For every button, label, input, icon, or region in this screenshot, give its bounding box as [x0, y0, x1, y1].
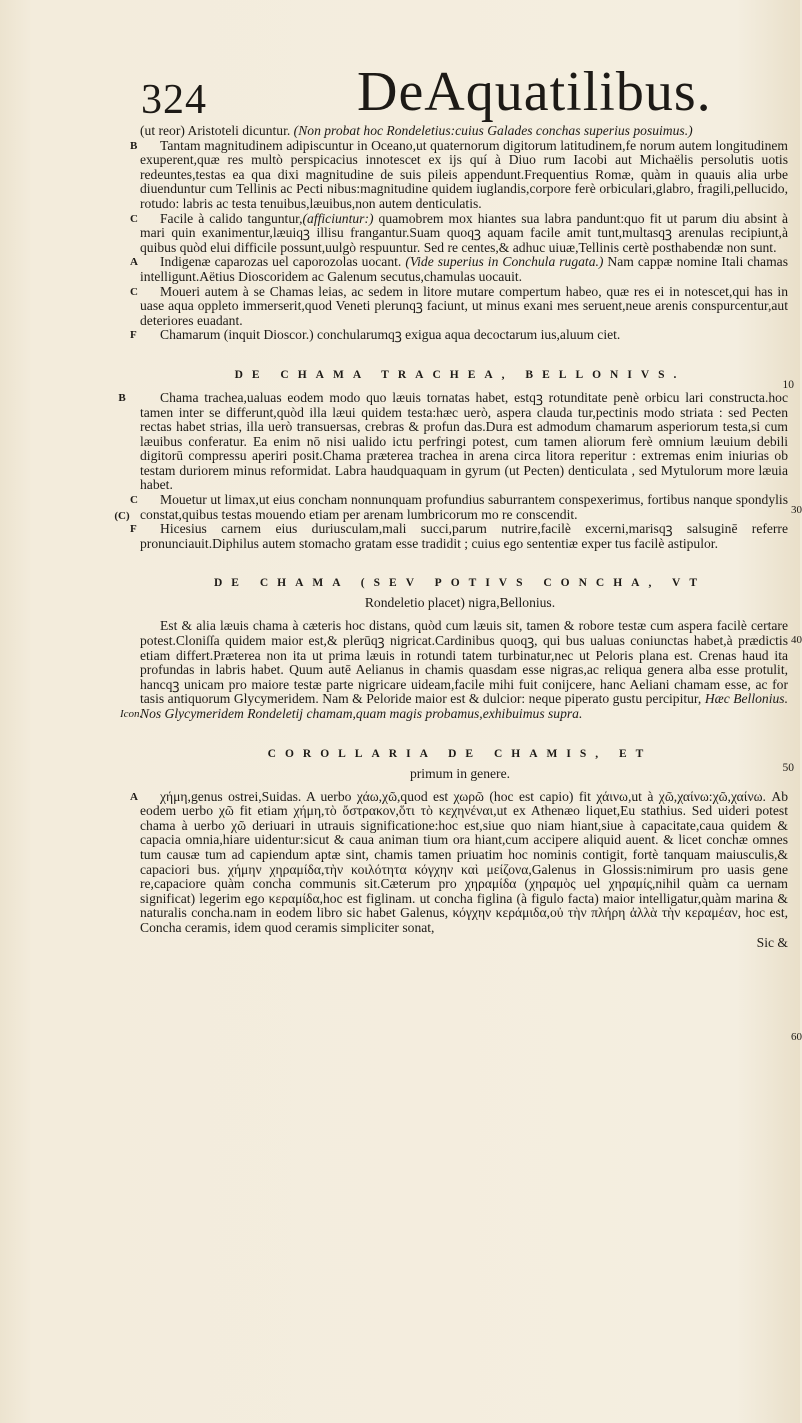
line-number: 30 — [791, 504, 802, 517]
paragraph-text: χήμη,genus ostrei,Suidas. A uerbo χάω,χῶ,quod est χωρῶ (hoc est capio) fit χάινω,ut à χῶ,χαίνω:χῶ,χαίνω. Ab eodem uerbo χῶ fit etiam χήμη,τὸ ὄστρακον,ὅτι τὸ κεχηνέναι,ut ex Athenæo liquet,Eu stathius. Sed uideri potest chama à uerbo χῶ deriuari in utrauis significatione:hoc est,siue quo niam hiant,siue à capacitate,caua quidem & capacia omnia,hiare uidentur:sicut & caua animan tium ora hiant,cum accipere aliquid auent. & licet conchæ omnes tum causæ tum ad capiendum aptæ sint, chamis tamen priuatim hoc nominis contigit, fortè tanquam maiusculis,& capaciori bus. χήμην χηραμίδα,τὴν κοιλότητα κόγχην καὶ μείζονα,Galenus in Glossis:nimirum pro uasis gene re,capaciore quàm concha communis sit.Cæterum pro χηραμίδα (χηραμὸς uel χηραμίς,nihil quàm ca uernam significat) legerim ego κεραμίδα,hoc est figlinam. ut concha figlina (à figulo facta) maior intelligatur,quàm marina & naturalis concha.nam in eodem libro sic habet Galenus, κόγχην κεράμιδα,οὐ τὴν πλήρη ἀλλὰ τὴν κεραμέαν, hoc est, Concha ceramis, idem quod ceramis simpliciter sonat, — [140, 788, 788, 935]
paragraph — [130, 137, 788, 212]
catchword-text: Sic & — [756, 934, 788, 950]
section-heading-text: COROLLARIA DE CHAMIS, ET — [267, 747, 653, 760]
line-number: 50 — [782, 761, 794, 774]
paragraph-text: Chama trachea,ualuas eodem modo quo læuis tornatas habet, estqꝫ rotunditate penè orbicu lari constructa.hoc tamen inter se differunt,quòd illa læui quidem testa:hæc uerò, aspera clauda tur,pectinis modo striata : sed Pecten rectas habet strias, illa uerò transuersas, crebras & profun das.Dura est admodum chamarum asperiorum testa,si cum læuibus conferatur. Ea enim nō nisi ualido ictu perfringi potest, cum tamen aliorum ferè omnium læuium debili digitorū compressu aperiri posit.Chama præterea trachea in arena circa litora reperitur : extremas enim iniurias ob testam duriorem minus reformidat. Labra haudquaquam in gyrum (ut Pecten) denticulata , sed Mytulorum more læuia habet. — [140, 389, 788, 493]
paragraph-text: Chamarum (inquit Dioscor.) conchularumqꝫ exigua aqua decoctarum ius,aluum ciet. — [160, 327, 621, 343]
catchword — [140, 936, 788, 951]
paragraph — [130, 210, 788, 256]
paragraph-marker: F — [130, 523, 137, 536]
paragraph-text: Tantam magnitudinem adipiscuntur in Oceano,ut quaternorum digitorum latitudinem,fe norum autem longitudinem exuperent,quæ res multò perspicacius innotescet ex ijs quí à Diuo rum Iacobi aut Michaëlis persolutis uotis redeuntes,testas ea qua dixi magnitudine de suis pileis appendunt.Frequentius Romæ, quàm in quauis alia urbe diuenduntur cum Tellinis ac Pecti nibus:magnitudine quidem iuglandis,corpore ferè orbiculari,glabro, fragili,pellucido, rotudo: labris ac testa tenuibus,læuibus,non autem denticulatis. — [140, 137, 788, 211]
page-body — [0, 118, 802, 1043]
line-number: 40 — [791, 634, 802, 647]
paragraph-marker: A — [130, 790, 138, 803]
paragraph — [130, 492, 802, 522]
section-heading — [0, 368, 800, 391]
section-heading — [0, 577, 800, 589]
paragraph-text: quamobrem mox hiantes sua labra pandunt:quo fit ut parum diu absint à mari quin exanimentur,læuiqꝫ illisu frangantur.Suam quoqꝫ aquam facile amit tunt,multasqꝫ arenulas recipiunt,à quibus quòd elui difficile possunt,uulgò respuuntur. Sed re centes,& adhuc uiuæ,Tellinis certè posthabendæ non sunt. — [140, 210, 788, 255]
paragraph-text: Facile à calido tanguntur, — [160, 210, 303, 226]
section-subheading: Rondeletio placet) nigra,Bellonius. — [364, 595, 556, 611]
margin-note: Icon. — [120, 708, 143, 720]
paragraph-text: (ut reor) Aristoteli dicuntur. — [140, 123, 291, 138]
paragraph-marker: C — [130, 494, 138, 507]
section-subheading: primum in genere. — [409, 765, 511, 781]
paragraph-text: Hicesius carnem eius duriusculam,mali succi,parum nutrire,facilè excerni,marisqꝫ salsuginē referre pronunciauit.Diphilus autem stomacho gratam esse tradidit ; cuius ego sententiæ exper tus facilè astipulor. — [140, 521, 788, 551]
paragraph-text: Indigenæ caparozas uel caporozolas uocant. — [160, 254, 402, 270]
paragraph — [120, 618, 802, 721]
citation: (afficiuntur:) — [302, 210, 374, 226]
paragraph-text: Moueri autem à se Chamas leias, ac sedem in litore mutare compertum habeo, quæ res ei in notescet,qui has in uase aqua oppleto immerserit,quod Veneti plerunqꝫ faciunt, ut minus exani mes seruent,neue arenis conspurcentur,aut deteriores euadant. — [140, 283, 788, 328]
paragraph — [130, 283, 788, 329]
paragraph — [130, 327, 788, 343]
line-number: 10 — [782, 378, 794, 391]
paragraph — [130, 521, 788, 551]
section-heading-text: DE CHAMA TRACHEA, BELLONIVS. — [234, 368, 686, 381]
citation: Hæc Bellonius. Nos Glycymeridem Rondeletij chamam,quam magis probamus,exhibuimus supra. — [140, 691, 788, 721]
paragraph-marker: A — [130, 256, 138, 269]
paragraph-text: Mouetur ut limax,ut eius concham nonnunquam profundius saburrantem conspexerimus, fortibus nanque spondylis constat,quibus testas mouendo etiam per arenam lumbricorum mo re conscendit. — [140, 492, 788, 522]
citation: (Vide superius in Conchula rugata.) — [405, 254, 604, 270]
section-heading-text: DE CHAMA (SEV POTIVS CONCHA, VT — [214, 577, 706, 590]
paragraph-marker: C — [130, 212, 138, 225]
paragraph-marker: B — [118, 391, 126, 404]
paragraph-text: Nam cappæ nomine Itali chamas intelligunt.Aëtius Dioscoridem ac Galenum secutus,chamulas uocauit. — [140, 254, 788, 284]
citation: (Non probat hoc Rondeletius:cuius Galades conchas superius posuimus.) — [293, 123, 693, 138]
paragraph-text: Est & alia læuis chama à cæteris hoc distans, quòd cum læuis sit, tamen & robore testæ cum aspera facilè certare potest.Cloniſſa quidem maior est,& plerūqꝫ nigricat.Cardinibus quoqꝫ, qui bus ualuas coniunctas habet,à prædictis etiam differt.Præterea non ita ut prima læuis in rotundi tatem turbinatur,nec ut Peloris plana est. Crenas haud ita profundas in labris habet. Quum autē Aelianus in chamis quasdam esse nigras,ac reliqua genera alba esse protulit, hancqꝫ unicam pro maiore testæ parte nigricare uideam,facile mihi fuit conijcere, hanc Aeliani chamam esse, ac for tasis antiquorum Glycymeridem. Nam & Peloride maior est & dulcior: neque piperato gustu percipitur, — [140, 618, 788, 707]
paragraph — [140, 124, 788, 139]
paragraph-marker: B — [130, 139, 138, 152]
line-number: 60 — [791, 1030, 802, 1043]
margin-marker: (C) — [114, 509, 130, 522]
page-header — [115, 62, 755, 122]
paragraph — [130, 254, 788, 284]
running-title: DeAquatilibus. — [357, 61, 712, 123]
paragraph-marker: F — [130, 329, 137, 342]
paragraph — [130, 788, 802, 1043]
page-number: 324 — [141, 77, 207, 123]
paragraph-marker: C — [130, 285, 138, 298]
